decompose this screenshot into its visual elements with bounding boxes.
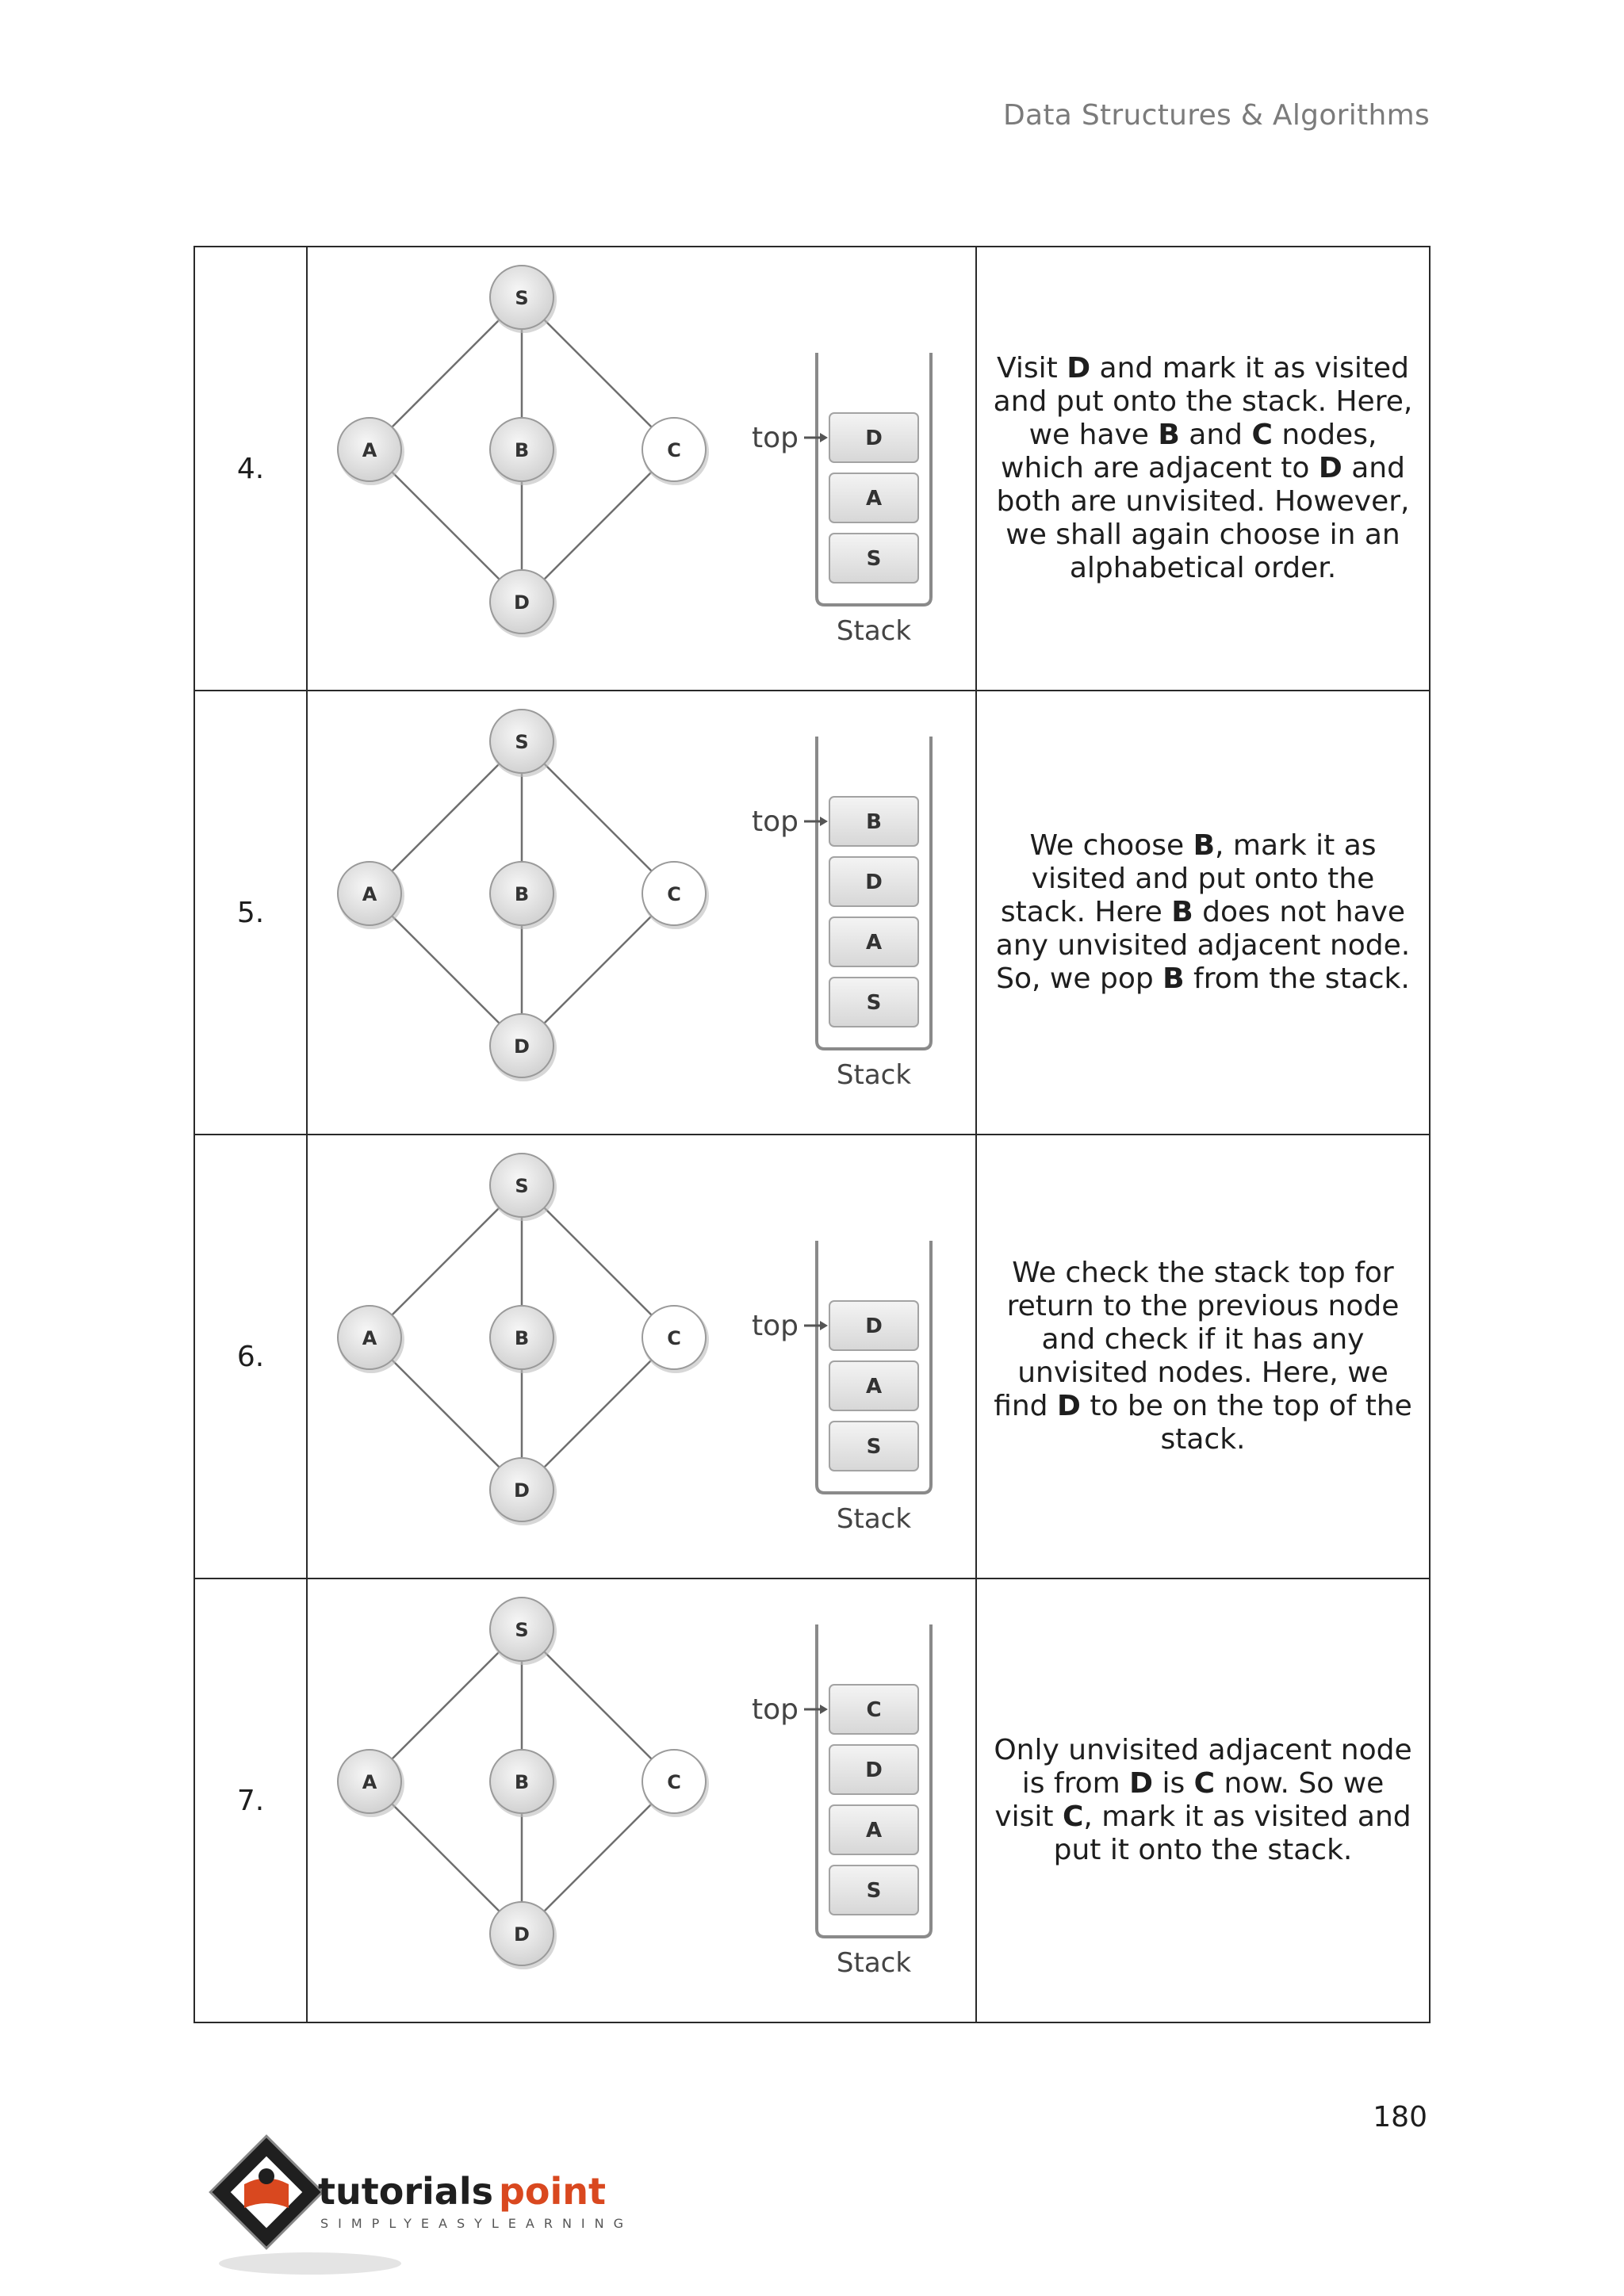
dfs-graph-figure bbox=[308, 1136, 975, 1577]
step-number: 7. bbox=[194, 1578, 307, 2022]
description-bold-term: B bbox=[1162, 962, 1185, 995]
step-description bbox=[976, 691, 1430, 1135]
stack-item-b bbox=[829, 797, 918, 846]
graph-node-s bbox=[490, 266, 557, 333]
stack-container bbox=[817, 1624, 931, 1937]
description-text: is bbox=[1153, 1767, 1194, 1800]
stack-item-s bbox=[829, 534, 918, 583]
stack-item-s bbox=[829, 1422, 918, 1471]
stack-top-label: top bbox=[752, 422, 799, 454]
graph-node-label: C bbox=[667, 439, 681, 461]
graph-node-label: C bbox=[667, 1771, 681, 1793]
stack-caption: Stack bbox=[836, 1947, 912, 1979]
description-text: Only unvisited adjacent node is from bbox=[994, 1734, 1412, 1800]
graph-node-label: S bbox=[515, 1619, 529, 1641]
stack-item-s bbox=[829, 978, 918, 1027]
graph-node-a bbox=[338, 418, 404, 485]
step-description bbox=[976, 1578, 1430, 2022]
step-figure bbox=[307, 1135, 976, 1578]
stack-item-label: S bbox=[866, 547, 882, 571]
description-text: does not have any unvisited adjacent node. So, we pop bbox=[995, 896, 1411, 995]
description-bold-term: B bbox=[1193, 829, 1216, 862]
description-bold-term: D bbox=[1129, 1767, 1153, 1800]
stack-item-label: D bbox=[865, 1758, 883, 1782]
stack-item-a bbox=[829, 1361, 918, 1410]
stack-item-label: A bbox=[865, 1819, 883, 1843]
graph-node-d bbox=[490, 1902, 557, 1969]
graph-node-label: S bbox=[515, 1175, 529, 1197]
graph-node-s bbox=[490, 710, 557, 777]
step-description bbox=[976, 247, 1430, 691]
graph-node-label: A bbox=[362, 439, 377, 461]
graph-node-label: S bbox=[515, 731, 529, 753]
stack-item-c bbox=[829, 1685, 918, 1734]
stack-container bbox=[817, 737, 931, 1049]
stack-item-label: A bbox=[865, 931, 883, 955]
page-number: 180 bbox=[1373, 2101, 1427, 2133]
description-text: and mark it as visited and put onto the stack. Here, we have bbox=[993, 352, 1413, 451]
graph-node-label: B bbox=[514, 1327, 530, 1349]
stack-item-label: A bbox=[865, 487, 883, 511]
graph-node-b bbox=[490, 1750, 557, 1817]
graph-node-c bbox=[642, 1750, 709, 1817]
dfs-graph-figure bbox=[308, 1580, 975, 2021]
graph-node-a bbox=[338, 1750, 404, 1817]
graph-node-label: D bbox=[514, 1479, 530, 1502]
step-number: 4. bbox=[194, 247, 307, 691]
description-text: now. So we visit bbox=[994, 1767, 1385, 1833]
description-bold-term: D bbox=[1056, 1390, 1081, 1422]
graph-node-s bbox=[490, 1154, 557, 1221]
description-text: to be on the top of the stack. bbox=[1080, 1390, 1412, 1456]
graph-node-label: B bbox=[514, 1771, 530, 1793]
graph-node-b bbox=[490, 862, 557, 929]
graph-node-label: B bbox=[514, 883, 530, 905]
stack-item-a bbox=[829, 917, 918, 966]
dfs-steps-table bbox=[193, 246, 1431, 2023]
step-row bbox=[194, 247, 1430, 691]
stack-item-a bbox=[829, 1805, 918, 1854]
stack-item-label: A bbox=[865, 1375, 883, 1399]
graph-node-label: C bbox=[667, 883, 681, 905]
description-text: We choose bbox=[1029, 829, 1193, 862]
description-text: nodes, which are adjacent to bbox=[1001, 419, 1377, 484]
description-text: , mark it as visited and put onto the stack. Here bbox=[1000, 829, 1377, 928]
step-row bbox=[194, 1135, 1430, 1578]
stack-top-label: top bbox=[752, 1310, 799, 1342]
graph-node-b bbox=[490, 418, 557, 485]
graph-node-a bbox=[338, 1306, 404, 1373]
graph-node-label: S bbox=[515, 287, 529, 309]
graph-node-c bbox=[642, 862, 709, 929]
description-bold-term: B bbox=[1158, 419, 1180, 451]
description-bold-term: C bbox=[1193, 1767, 1216, 1800]
graph-node-b bbox=[490, 1306, 557, 1373]
step-number: 5. bbox=[194, 691, 307, 1135]
stack-container bbox=[817, 1241, 931, 1493]
step-figure bbox=[307, 247, 976, 691]
stack-caption: Stack bbox=[836, 615, 912, 647]
stack-item-d bbox=[829, 413, 918, 462]
description-bold-term: C bbox=[1251, 419, 1273, 451]
description-bold-term: B bbox=[1171, 896, 1193, 928]
graph-node-a bbox=[338, 862, 404, 929]
logo-tagline: SIMPLYEASYLEARNING bbox=[320, 2216, 634, 2231]
tutorialspoint-logo bbox=[195, 2129, 639, 2287]
stack-item-s bbox=[829, 1866, 918, 1915]
stack-item-d bbox=[829, 857, 918, 906]
graph-node-label: C bbox=[667, 1327, 681, 1349]
stack-caption: Stack bbox=[836, 1059, 912, 1091]
description-text: from the stack. bbox=[1184, 962, 1410, 995]
graph-node-label: D bbox=[514, 1035, 530, 1058]
graph-node-label: A bbox=[362, 1327, 377, 1349]
description-text: , mark it as visited and put it onto the stack. bbox=[1053, 1800, 1411, 1866]
graph-node-label: D bbox=[514, 591, 530, 614]
stack-container bbox=[817, 353, 931, 605]
stack-item-label: D bbox=[865, 1314, 883, 1338]
stack-top-label: top bbox=[752, 1693, 799, 1726]
graph-node-label: A bbox=[362, 1771, 377, 1793]
step-row bbox=[194, 1578, 1430, 2022]
graph-node-label: B bbox=[514, 439, 530, 461]
stack-item-label: C bbox=[866, 1698, 882, 1722]
step-figure bbox=[307, 691, 976, 1135]
step-figure bbox=[307, 1578, 976, 2022]
step-row bbox=[194, 691, 1430, 1135]
description-text: Visit bbox=[997, 352, 1067, 385]
graph-node-d bbox=[490, 1458, 557, 1525]
dfs-graph-figure bbox=[308, 692, 975, 1133]
logo-word-tutorials: tutorials bbox=[318, 2170, 493, 2213]
stack-item-d bbox=[829, 1301, 918, 1350]
stack-item-d bbox=[829, 1745, 918, 1794]
page-header-title: Data Structures & Algorithms bbox=[1002, 99, 1430, 132]
stack-item-label: B bbox=[866, 810, 882, 834]
graph-node-d bbox=[490, 1014, 557, 1081]
description-text: and bbox=[1179, 419, 1252, 451]
description-bold-term: D bbox=[1067, 352, 1091, 385]
logo-word-point: point bbox=[499, 2170, 607, 2213]
description-text: We check the stack top for return to the previous node and check if it has any unvisited nodes. Here, we find bbox=[994, 1257, 1400, 1422]
graph-node-c bbox=[642, 1306, 709, 1373]
graph-node-label: D bbox=[514, 1923, 530, 1946]
dfs-graph-figure bbox=[308, 248, 975, 689]
graph-node-s bbox=[490, 1598, 557, 1665]
stack-item-label: S bbox=[866, 1435, 882, 1459]
stack-item-label: S bbox=[866, 991, 882, 1015]
stack-top-label: top bbox=[752, 806, 799, 838]
description-text: and both are unvisited. However, we shall again choose in an alphabetical order. bbox=[996, 452, 1410, 584]
stack-item-a bbox=[829, 473, 918, 522]
graph-node-c bbox=[642, 418, 709, 485]
graph-node-label: A bbox=[362, 883, 377, 905]
graph-node-d bbox=[490, 570, 557, 637]
stack-caption: Stack bbox=[836, 1503, 912, 1535]
stack-item-label: D bbox=[865, 871, 883, 894]
stack-item-label: D bbox=[865, 427, 883, 450]
stack-item-label: S bbox=[866, 1879, 882, 1903]
step-description bbox=[976, 1135, 1430, 1578]
step-number: 6. bbox=[194, 1135, 307, 1578]
description-bold-term: C bbox=[1062, 1800, 1084, 1833]
description-bold-term: D bbox=[1318, 452, 1342, 484]
